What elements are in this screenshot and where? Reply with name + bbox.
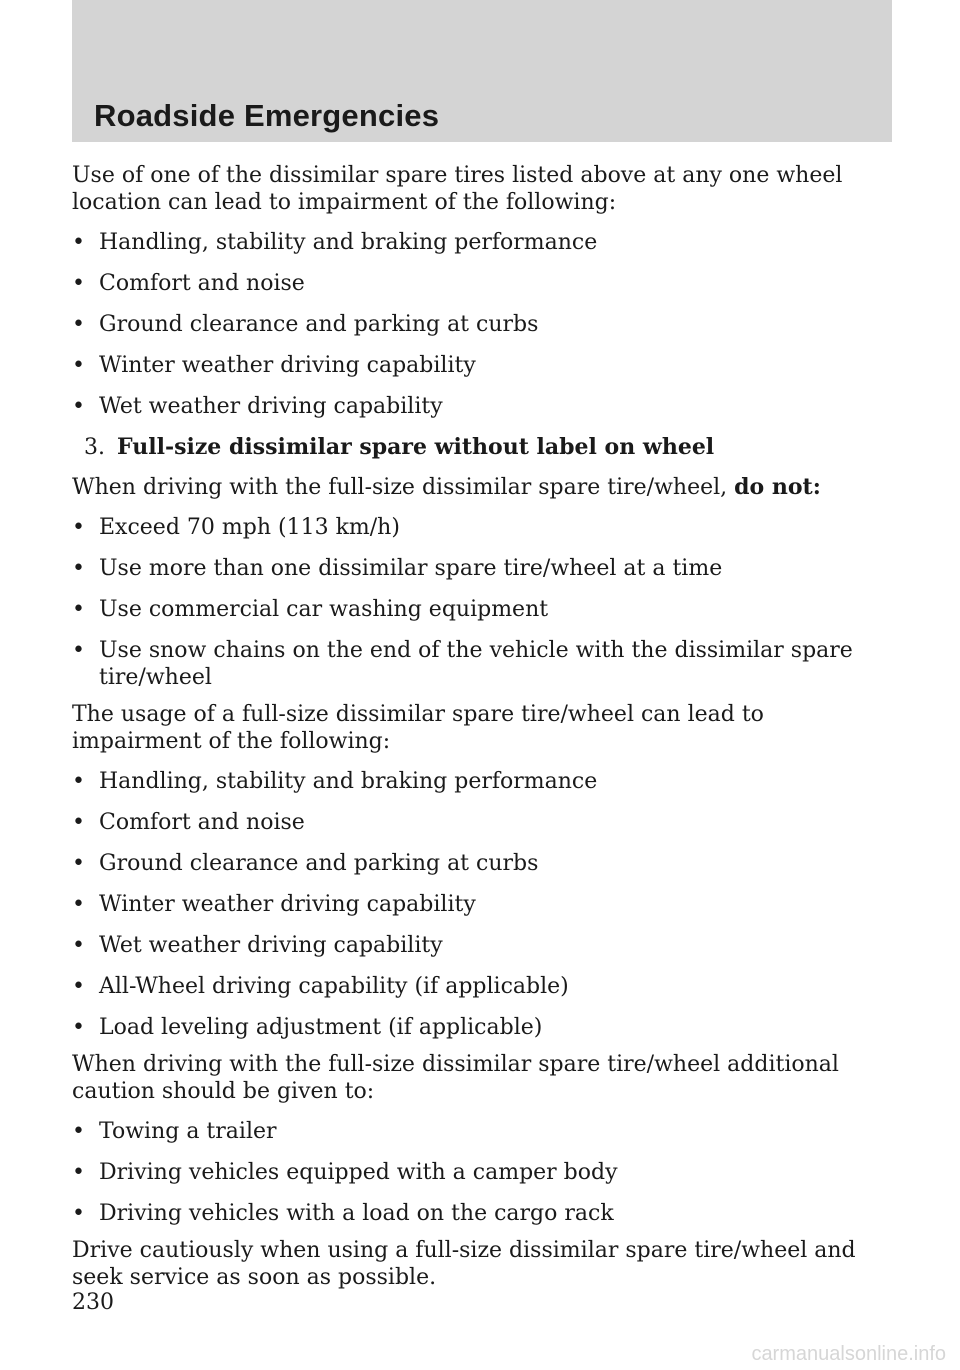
bullet-icon: • [72, 353, 85, 378]
bullet-icon: • [72, 933, 85, 958]
list-item: • Exceed 70 mph (113 km/h) [72, 515, 400, 540]
bullet-icon: • [72, 769, 85, 794]
bullet-icon: • [72, 271, 85, 296]
list-item: • Load leveling adjustment (if applicable) [72, 1015, 543, 1040]
list-item: • Handling, stability and braking performance [72, 769, 598, 794]
do-not-emphasis: do not: [734, 474, 821, 500]
bullet-icon: • [72, 851, 85, 876]
list-item: • Driving vehicles with a load on the cargo rack [72, 1201, 614, 1226]
section-title: Roadside Emergencies [94, 98, 440, 133]
page-content [72, 162, 882, 1304]
bullet-icon: • [72, 230, 85, 255]
list-item: • Winter weather driving capability [72, 353, 476, 378]
bullet-icon: • [72, 974, 85, 999]
bullet-icon: • [72, 638, 85, 663]
bullet-icon: • [72, 1160, 85, 1185]
list-item: • Comfort and noise [72, 810, 305, 835]
do-not-list [72, 514, 882, 691]
do-not-paragraph: When driving with the full-size dissimilar spare tire/wheel, do not: [72, 474, 821, 500]
bullet-icon: • [72, 810, 85, 835]
numbered-heading [72, 434, 882, 461]
list-item: • Towing a trailer [72, 1119, 277, 1144]
bullet-icon: • [72, 597, 85, 622]
list-item: • Comfort and noise [72, 271, 305, 296]
bullet-icon: • [72, 312, 85, 337]
caution-paragraph: When driving with the full-size dissimilar spare tire/wheel additional caution should be given to: [72, 1052, 839, 1104]
caution-list [72, 1118, 882, 1227]
list-item: • Driving vehicles equipped with a camper body [72, 1160, 618, 1185]
list-item: • Handling, stability and braking performance [72, 230, 598, 255]
list-item: • Use more than one dissimilar spare tire/wheel at a time [72, 556, 723, 581]
closing-paragraph: Drive cautiously when using a full-size dissimilar spare tire/wheel and seek service as soon as possible. [72, 1238, 856, 1290]
impairment-list [72, 229, 882, 420]
bullet-icon: • [72, 515, 85, 540]
usage-paragraph: The usage of a full-size dissimilar spare tire/wheel can lead to impairment of the following: [72, 702, 764, 754]
usage-impairment-list [72, 768, 882, 1041]
bullet-icon: • [72, 1201, 85, 1226]
bullet-icon: • [72, 394, 85, 419]
list-item: • Wet weather driving capability [72, 933, 443, 958]
item-title: Full-size dissimilar spare without label on wheel [117, 434, 715, 460]
list-item: • Use snow chains on the end of the vehicle with the dissimilar spare tire/wheel [72, 638, 853, 690]
watermark: carmanualsonline.info [751, 1343, 946, 1365]
intro-paragraph: Use of one of the dissimilar spare tires listed above at any one wheel location can lead to impairment of the following: [72, 163, 843, 215]
list-item: • All-Wheel driving capability (if applicable) [72, 974, 569, 999]
bullet-icon: • [72, 1119, 85, 1144]
bullet-icon: • [72, 556, 85, 581]
list-item: • Use commercial car washing equipment [72, 597, 549, 622]
list-item: • Winter weather driving capability [72, 892, 476, 917]
item-number: 3. [84, 435, 105, 460]
list-item: • Wet weather driving capability [72, 394, 443, 419]
list-item: • Ground clearance and parking at curbs [72, 851, 539, 876]
list-item: • Ground clearance and parking at curbs [72, 312, 539, 337]
page-number: 230 [72, 1290, 114, 1315]
bullet-icon: • [72, 1015, 85, 1040]
bullet-icon: • [72, 892, 85, 917]
